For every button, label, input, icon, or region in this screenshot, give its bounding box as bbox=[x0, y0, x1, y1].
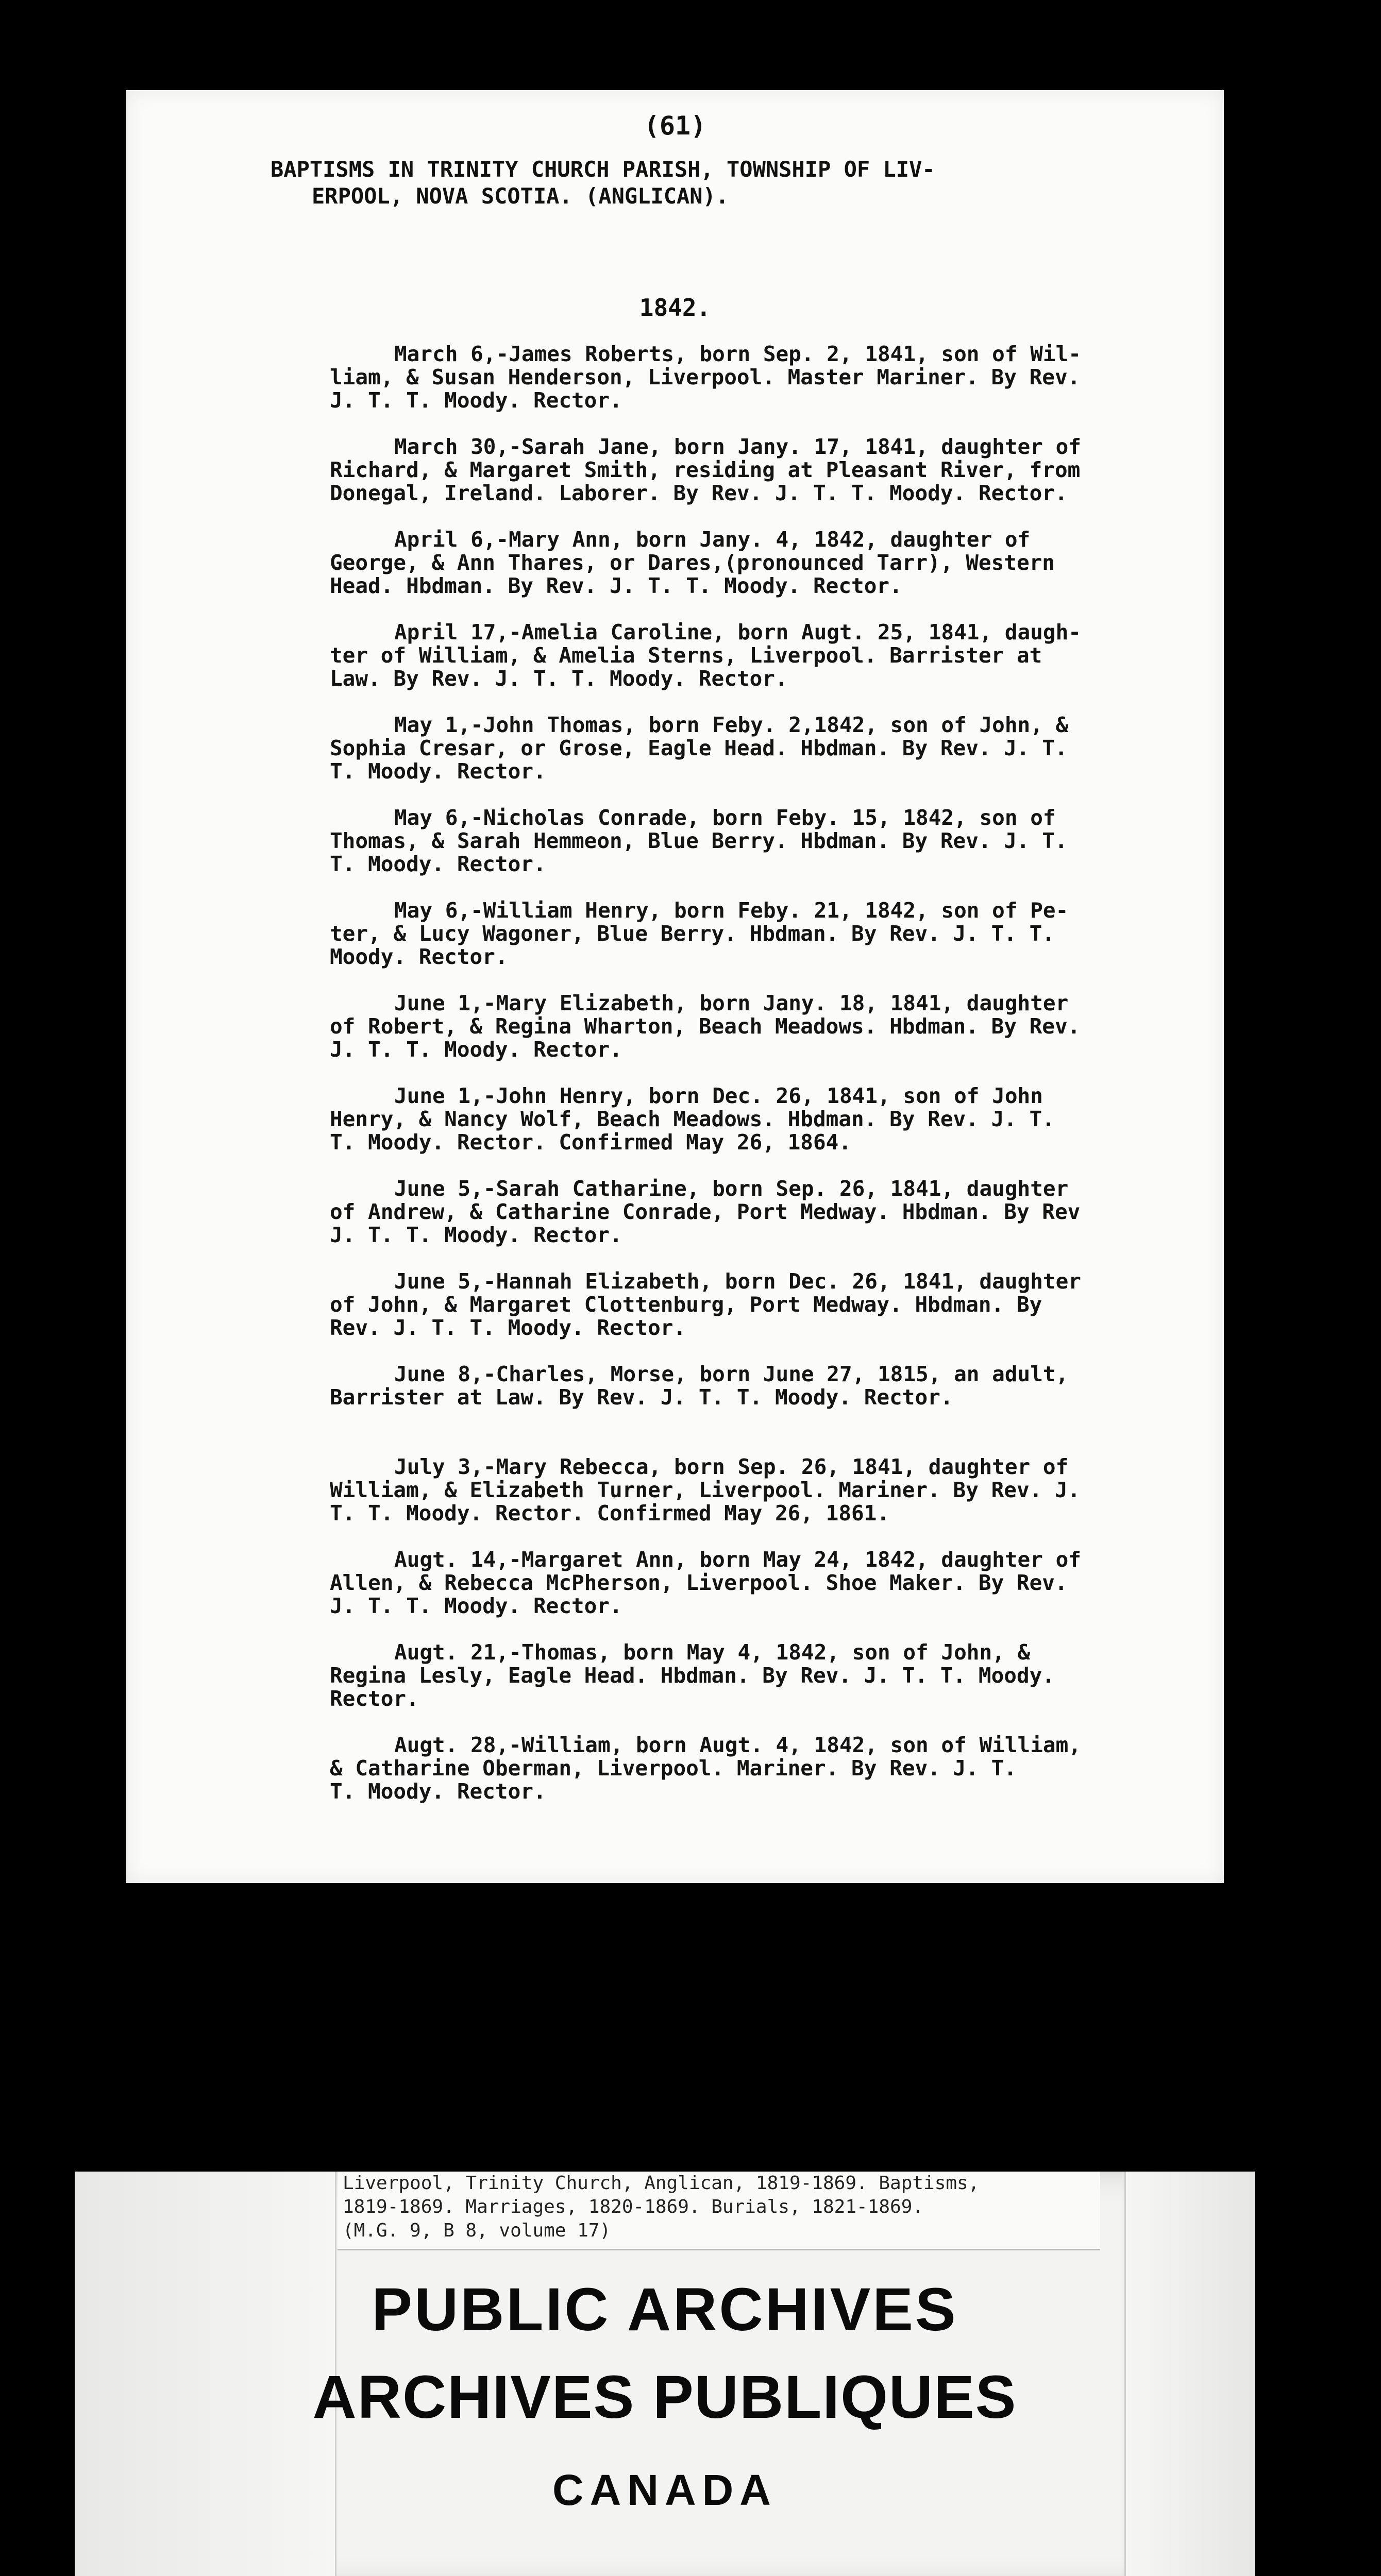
archives-label bbox=[75, 2172, 1255, 2576]
entry-line: of Robert, & Regina Wharton, Beach Meadows. Hbdman. By Rev. bbox=[330, 1014, 1081, 1039]
baptism-entry bbox=[330, 1548, 1165, 1641]
entry-line: Thomas, & Sarah Hemmeon, Blue Berry. Hbdman. By Rev. J. T. bbox=[330, 828, 1068, 853]
entry-line: Rev. J. T. T. Moody. Rector. bbox=[330, 1315, 686, 1340]
entry-line: May 6,-William Henry, born Feby. 21, 1842, son of Pe- bbox=[394, 899, 1069, 923]
entry-line: ter, & Lucy Wagoner, Blue Berry. Hbdman. By Rev. J. T. T. bbox=[330, 921, 1055, 946]
reference-line: Liverpool, Trinity Church, Anglican, 1819-1869. Baptisms, bbox=[343, 2173, 980, 2194]
baptism-entry bbox=[330, 1734, 1165, 1826]
entry-line: May 1,-John Thomas, born Feby. 2,1842, son of John, & bbox=[394, 714, 1069, 737]
entry-line: Allen, & Rebecca McPherson, Liverpool. Shoe Maker. By Rev. bbox=[330, 1570, 1068, 1595]
baptism-entries bbox=[330, 343, 1165, 1826]
page-heading bbox=[271, 156, 1147, 210]
entry-line: T. Moody. Rector. bbox=[330, 852, 546, 876]
entry-line: liam, & Susan Henderson, Liverpool. Master Mariner. By Rev. bbox=[330, 365, 1081, 389]
entry-line: July 3,-Mary Rebecca, born Sep. 26, 1841, daughter of bbox=[394, 1455, 1069, 1479]
entry-line: Augt. 14,-Margaret Ann, born May 24, 1842, daughter of bbox=[394, 1548, 1081, 1572]
entry-line: Rector. bbox=[330, 1686, 419, 1711]
baptism-entry bbox=[330, 992, 1165, 1084]
entry-line: June 5,-Hannah Elizabeth, born Dec. 26, 1841, daughter bbox=[394, 1270, 1081, 1294]
entry-line: of John, & Margaret Clottenburg, Port Medway. Hbdman. By bbox=[330, 1292, 1042, 1317]
entry-line: June 5,-Sarah Catharine, born Sep. 26, 1841, daughter bbox=[394, 1177, 1069, 1201]
entry-line: T. Moody. Rector. bbox=[330, 759, 546, 784]
entry-line: May 6,-Nicholas Conrade, born Feby. 15, 1842, son of bbox=[394, 806, 1056, 830]
baptism-entry bbox=[330, 899, 1165, 992]
entry-line: Richard, & Margaret Smith, residing at Pleasant River, from bbox=[330, 457, 1081, 482]
baptism-entry bbox=[330, 1177, 1165, 1270]
baptism-entry bbox=[330, 621, 1165, 714]
entry-line: J. T. T. Moody. Rector. bbox=[330, 1594, 622, 1618]
entry-line: J. T. T. Moody. Rector. bbox=[330, 1223, 622, 1247]
entry-line: April 17,-Amelia Caroline, born Augt. 25, 1841, daugh- bbox=[394, 621, 1081, 645]
baptism-entry bbox=[330, 1270, 1165, 1363]
entry-line: T. Moody. Rector. Confirmed May 26, 1864. bbox=[330, 1130, 852, 1155]
entry-line: Regina Lesly, Eagle Head. Hbdman. By Rev. J. T. T. Moody. bbox=[330, 1663, 1055, 1688]
baptism-entry bbox=[330, 806, 1165, 899]
baptism-entry bbox=[330, 343, 1165, 435]
baptism-entry bbox=[330, 714, 1165, 806]
label-country: CANADA bbox=[552, 2466, 777, 2514]
entry-line: J. T. T. Moody. Rector. bbox=[330, 1037, 622, 1062]
entry-line: March 30,-Sarah Jane, born Jany. 17, 1841, daughter of bbox=[394, 435, 1081, 459]
entry-line: of Andrew, & Catharine Conrade, Port Medway. Hbdman. By Rev bbox=[330, 1199, 1081, 1224]
entry-line: Head. Hbdman. By Rev. J. T. T. Moody. Rector. bbox=[330, 573, 902, 598]
label-title-english: PUBLIC ARCHIVES bbox=[372, 2276, 958, 2344]
entry-line: June 1,-John Henry, born Dec. 26, 1841, son of John bbox=[394, 1084, 1043, 1108]
entry-line: William, & Elizabeth Turner, Liverpool. Mariner. By Rev. J. bbox=[330, 1478, 1081, 1502]
entry-line: Law. By Rev. J. T. T. Moody. Rector. bbox=[330, 666, 788, 691]
entry-line: Barrister at Law. By Rev. J. T. T. Moody. Rector. bbox=[330, 1385, 953, 1410]
entry-line: George, & Ann Thares, or Dares,(pronounced Tarr), Western bbox=[330, 550, 1055, 575]
reference-line: (M.G. 9, B 8, volume 17) bbox=[343, 2220, 611, 2241]
heading-line: ERPOOL, NOVA SCOTIA. (ANGLICAN). bbox=[312, 183, 729, 209]
entry-line: ter of William, & Amelia Sterns, Liverpool. Barrister at bbox=[330, 643, 1042, 668]
baptism-entry bbox=[330, 1363, 1165, 1455]
entry-line: J. T. T. Moody. Rector. bbox=[330, 388, 622, 413]
entry-line: T. T. Moody. Rector. Confirmed May 26, 1861. bbox=[330, 1501, 890, 1526]
reference-slip bbox=[338, 2172, 1100, 2250]
baptism-entry bbox=[330, 528, 1165, 621]
entry-line: Moody. Rector. bbox=[330, 944, 508, 969]
entry-line: Sophia Cresar, or Grose, Eagle Head. Hbdman. By Rev. J. T. bbox=[330, 736, 1068, 760]
page-number: (61) bbox=[644, 111, 706, 141]
entry-line: June 8,-Charles, Morse, born June 27, 1815, an adult, bbox=[394, 1363, 1069, 1386]
entry-line: Donegal, Ireland. Laborer. By Rev. J. T. T. Moody. Rector. bbox=[330, 481, 1068, 505]
baptism-entry bbox=[330, 435, 1165, 528]
year-heading: 1842. bbox=[639, 294, 711, 321]
entry-line: Augt. 28,-William, born Augt. 4, 1842, son of William, bbox=[394, 1734, 1081, 1757]
baptism-entry bbox=[330, 1641, 1165, 1734]
entry-line: June 1,-Mary Elizabeth, born Jany. 18, 1841, daughter bbox=[394, 992, 1069, 1015]
entry-line: & Catharine Oberman, Liverpool. Mariner. By Rev. J. T. bbox=[330, 1756, 1017, 1781]
entry-line: Augt. 21,-Thomas, born May 4, 1842, son of John, & bbox=[394, 1641, 1031, 1665]
heading-line: BAPTISMS IN TRINITY CHURCH PARISH, TOWNSHIP OF LIV- bbox=[271, 157, 935, 182]
document-page bbox=[126, 90, 1224, 1883]
entry-line: April 6,-Mary Ann, born Jany. 4, 1842, daughter of bbox=[394, 528, 1031, 552]
label-title-french: ARCHIVES PUBLIQUES bbox=[312, 2363, 1017, 2431]
entry-line: Henry, & Nancy Wolf, Beach Meadows. Hbdman. By Rev. J. T. bbox=[330, 1107, 1055, 1131]
entry-line: March 6,-James Roberts, born Sep. 2, 1841, son of Wil- bbox=[394, 343, 1081, 366]
entry-line: T. Moody. Rector. bbox=[330, 1779, 546, 1804]
baptism-entry bbox=[330, 1455, 1165, 1548]
reference-line: 1819-1869. Marriages, 1820-1869. Burials, 1821-1869. bbox=[343, 2196, 924, 2217]
baptism-entry bbox=[330, 1084, 1165, 1177]
